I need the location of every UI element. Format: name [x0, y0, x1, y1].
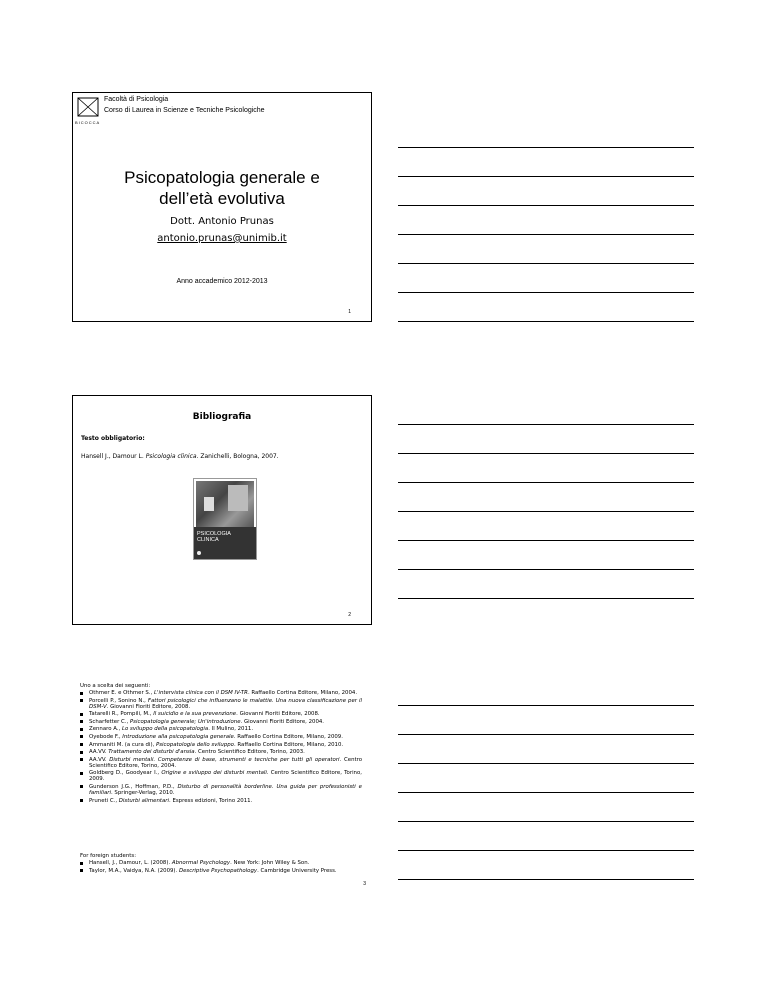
list-item: Hansell, J., Damour, L. (2008). Abnormal Psychology. New York: John Wiley & Son.	[80, 860, 362, 866]
slide-title: Bibliografia	[192, 412, 252, 422]
list-item: Gunderson J.G., Hoffman, P.D., Disturbo di personalità borderline. Una guida per professionisti e familiari. Springer-Verlag, 2010.	[80, 784, 362, 796]
book-cover-image	[193, 478, 257, 560]
logo-text: BICOCCA	[75, 120, 101, 125]
list-item: Taylor, M.A., Vaidya, N.A. (2009). Descriptive Psychopathology. Cambridge University Press.	[80, 868, 362, 874]
title-line-2: dell’età evolutiva	[159, 189, 285, 208]
author-email-link[interactable]: antonio.prunas@unimib.it	[157, 233, 287, 244]
foreign-bibliography-list	[80, 860, 362, 875]
list-item: Scharfetter C., Psicopatologia generale; Un'introduzione. Giovanni Fioriti Editore, 2004.	[80, 719, 362, 725]
required-text-label: Testo obbligatorio:	[81, 435, 145, 442]
page-number: 2	[348, 612, 351, 618]
cover-title-line-1: PSICOLOGIA	[197, 531, 231, 537]
bibliography-list	[80, 690, 362, 805]
required-reference: Hansell J., Damour L. Psicologia clinica. Zanichelli, Bologna, 2007.	[81, 453, 279, 460]
university-logo-icon	[77, 97, 99, 117]
list-item: Goldberg D., Goodyear I., Origine e sviluppo dei disturbi mentali. Centro Scientifico Editore, Torino, 2009.	[80, 770, 362, 782]
slide-title	[73, 167, 371, 209]
cover-title-line-2: CLINICA	[197, 537, 219, 543]
list-item: Oyebode F., Introduzione alla psicopatologia generale. Raffaello Cortina Editore, Milano, 2009.	[80, 734, 362, 740]
intro-text: Uno a scelta dei seguenti:	[80, 683, 151, 689]
list-item: Ammaniti M. (a cura di), Psicopatologia dello sviluppo. Raffaello Cortina Editore, Milano, 2010.	[80, 742, 362, 748]
page-number: 3	[363, 881, 366, 887]
list-item: AA.VV. Trattamento dei disturbi d'ansia. Centro Scientifico Editore, Torino, 2003.	[80, 749, 362, 755]
list-item: Porcelli P., Sonino N., Fattori psicologici che influenzano le malattie. Una nuova classificazione per il DSM-V. Giovanni Fioriti Editore, 2008.	[80, 698, 362, 710]
foreign-students-label: For foreign students:	[80, 853, 137, 859]
slide-2	[72, 395, 372, 625]
faculty-name: Facoltà di Psicologia	[104, 96, 169, 103]
list-item: Tatarelli R., Pompili, M., Il suicidio e la sua prevenzione. Giovanni Fioriti Editore, 2008.	[80, 711, 362, 717]
title-line-1: Psicopatologia generale e	[124, 168, 320, 187]
list-item: Zennaro A., Lo sviluppo della psicopatologia. Il Mulino, 2011.	[80, 726, 362, 732]
list-item: AA.VV. Disturbi mentali. Competenze di base, strumenti e tecniche per tutti gli operatori. Centro Scientifico Editore, Torino, 2004.	[80, 757, 362, 769]
author-name: Dott. Antonio Prunas	[170, 216, 274, 227]
page-number: 1	[348, 309, 351, 315]
course-name: Corso di Laurea in Scienze e Tecniche Psicologiche	[104, 107, 265, 114]
academic-year: Anno accademico 2012-2013	[176, 278, 268, 285]
list-item: Pruneti C., Disturbi alimentari. Espress edizioni, Torino 2011.	[80, 798, 362, 804]
slide-3	[72, 675, 372, 905]
list-item: Othmer E. e Othmer S., L'intervista clinica con il DSM IV-TR. Raffaello Cortina Editore, Milano, 2004.	[80, 690, 362, 696]
slide-1	[72, 92, 372, 322]
